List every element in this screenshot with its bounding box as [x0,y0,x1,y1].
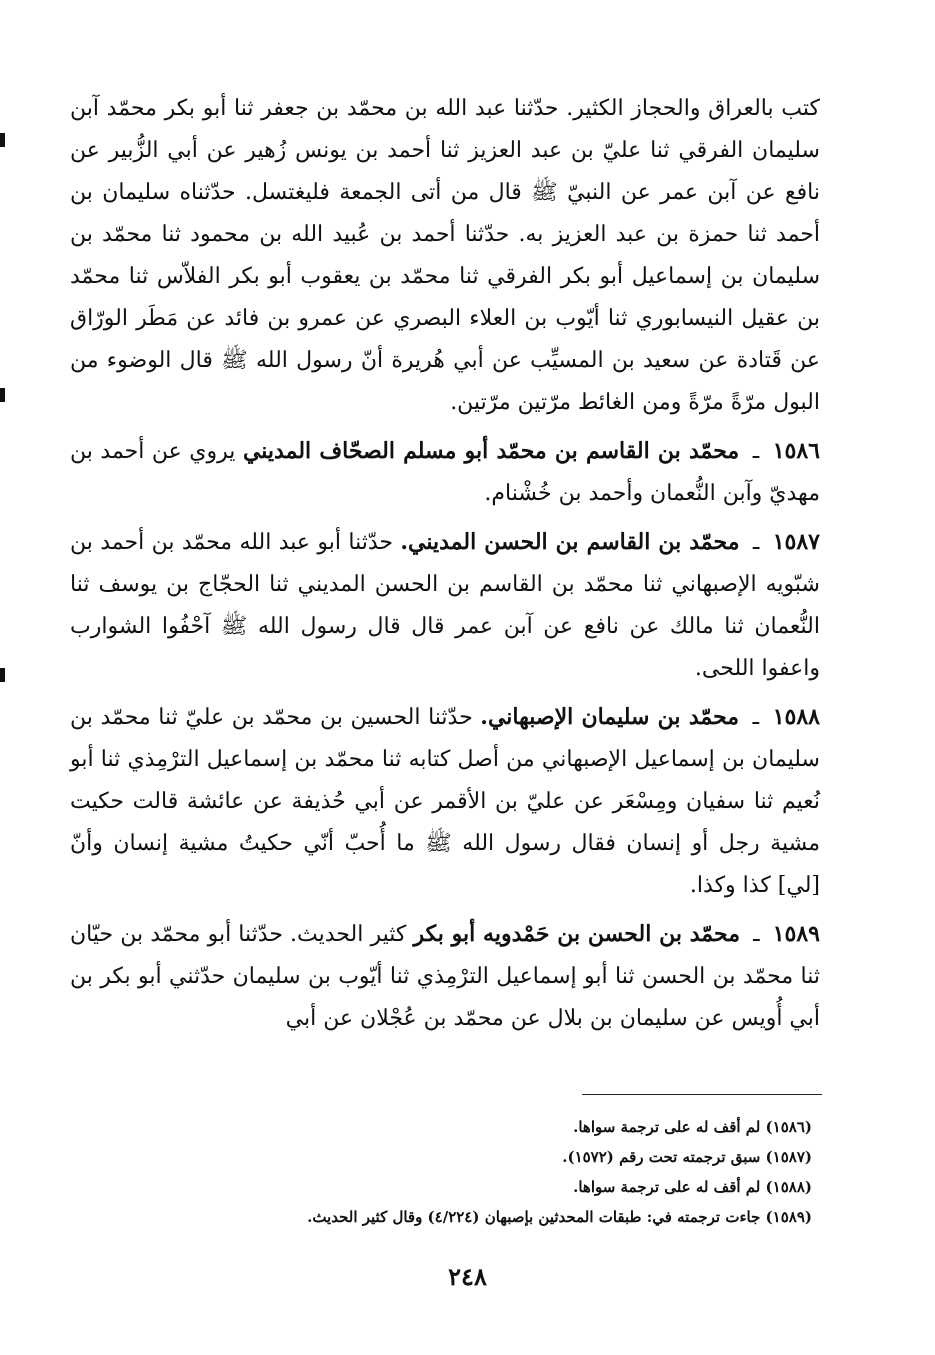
entry-1589 [70,913,820,1040]
entry-name: محمّد بن سليمان الإصبهاني. [480,704,740,730]
entry-separator: ـ [752,530,760,555]
footnotes [70,1112,812,1232]
entry-text: يروي عن أحمد بن مهديّ وآبن النُّعمان وأحمد بن خُشْنام. [70,439,820,506]
entry-name: محمّد بن الحسن بن حَمْدويه أبو بكر [413,921,741,947]
scan-edge-mark-middle [0,388,5,402]
entry-number: ١٥٨٦ [772,438,820,464]
entry-text: حدّثنا الحسين بن محمّد بن عليّ ثنا محمّد بن سليمان بن إسماعيل الإصبهاني من أصل كتابه ثنا محمّد بن إسماعيل الترْمِذي ثنا أبو نُعيم ثنا سفيان ومِسْعَر عن عليّ بن الأقمر عن أبي حُذيفة عن عائشة قالت حكيت مشية رجل أو إنسان فقال رسول الله ﷺ ما أُحبّ أنّي حكيتُ مشية إنسان وأنّ [لي] كذا وكذا. [70,705,820,898]
entry-number: ١٥٨٧ [772,529,820,555]
scan-edge-mark-top [0,133,5,147]
entry-number: ١٥٨٨ [772,704,820,730]
footnote-1586: (١٥٨٦) لم أقف له على ترجمة سواها. [573,1118,812,1136]
entry-1588 [70,696,820,907]
entry-1586 [70,430,820,515]
main-text [70,88,820,1040]
entry-number: ١٥٨٩ [772,921,820,947]
entry-separator: ـ [752,439,760,464]
entry-separator: ـ [752,705,760,730]
entry-separator: ـ [753,922,760,947]
page-number: ٢٤٨ [448,1262,487,1291]
intro-paragraph: كتب بالعراق والحجاز الكثير. حدّثنا عبد الله بن محمّد بن جعفر ثنا أبو بكر محمّد آبن سليمان الفرقي ثنا عليّ بن عبد العزيز ثنا أحمد بن يونس زُهير عن أبي الزُّبير عن نافع عن آبن عمر عن النبيّ ﷺ قال من أتى الجمعة فليغتسل. حدّثناه سليمان بن أحمد ثنا حمزة بن عبد العزيز به. حدّثنا أحمد بن عُبيد الله بن محمود ثنا محمّد بن سليمان بن إسماعيل أبو بكر الفرقي ثنا محمّد بن يعقوب أبو بكر الفلاّس ثنا محمّد بن عقيل النيسابوري ثنا أيّوب بن العلاء البصري عن عمرو بن فائد عن مَطَر الورّاق عن قَتادة عن سعيد بن المسيِّب عن أبي هُريرة أنّ رسول الله ﷺ قال الوضوء من البول مرّةً مرّةً ومن الغائط مرّتين مرّتين. [70,96,820,415]
entry-1587 [70,521,820,690]
footnote-1587: (١٥٨٧) سبق ترجمته تحت رقم (١٥٧٢). [562,1148,812,1166]
scan-edge-mark-lower [0,668,5,682]
footnote-1588: (١٥٨٨) لم أقف له على ترجمة سواها. [573,1178,812,1196]
entry-name: محمّد بن القاسم بن محمّد أبو مسلم الصحّاف المديني [242,438,740,464]
footnote-1589: (١٥٨٩) جاءت ترجمته في: طبقات المحدثين بإصبهان (٤/٢٢٤) وقال كثير الحديث. [307,1208,812,1226]
footnote-divider [582,1094,822,1095]
entry-name: محمّد بن القاسم بن الحسن المديني. [400,529,740,555]
entry-text: كثير الحديث. حدّثنا أبو محمّد بن حيّان ثنا محمّد بن الحسن ثنا أبو إسماعيل الترْمِذي ثنا أيّوب بن سليمان حدّثني أبو بكر بن أبي أُويس عن سليمان بن بلال عن محمّد بن عُجْلان عن أبي [70,922,820,1031]
entry-text: حدّثنا أبو عبد الله محمّد بن أحمد بن شبّويه الإصبهاني ثنا محمّد بن القاسم بن الحسن المديني ثنا الحجّاج بن يوسف ثنا النُّعمان ثنا مالك عن نافع عن آبن عمر قال قال رسول الله ﷺ آحْفُوا الشوارب واعفوا اللحى. [70,530,820,681]
